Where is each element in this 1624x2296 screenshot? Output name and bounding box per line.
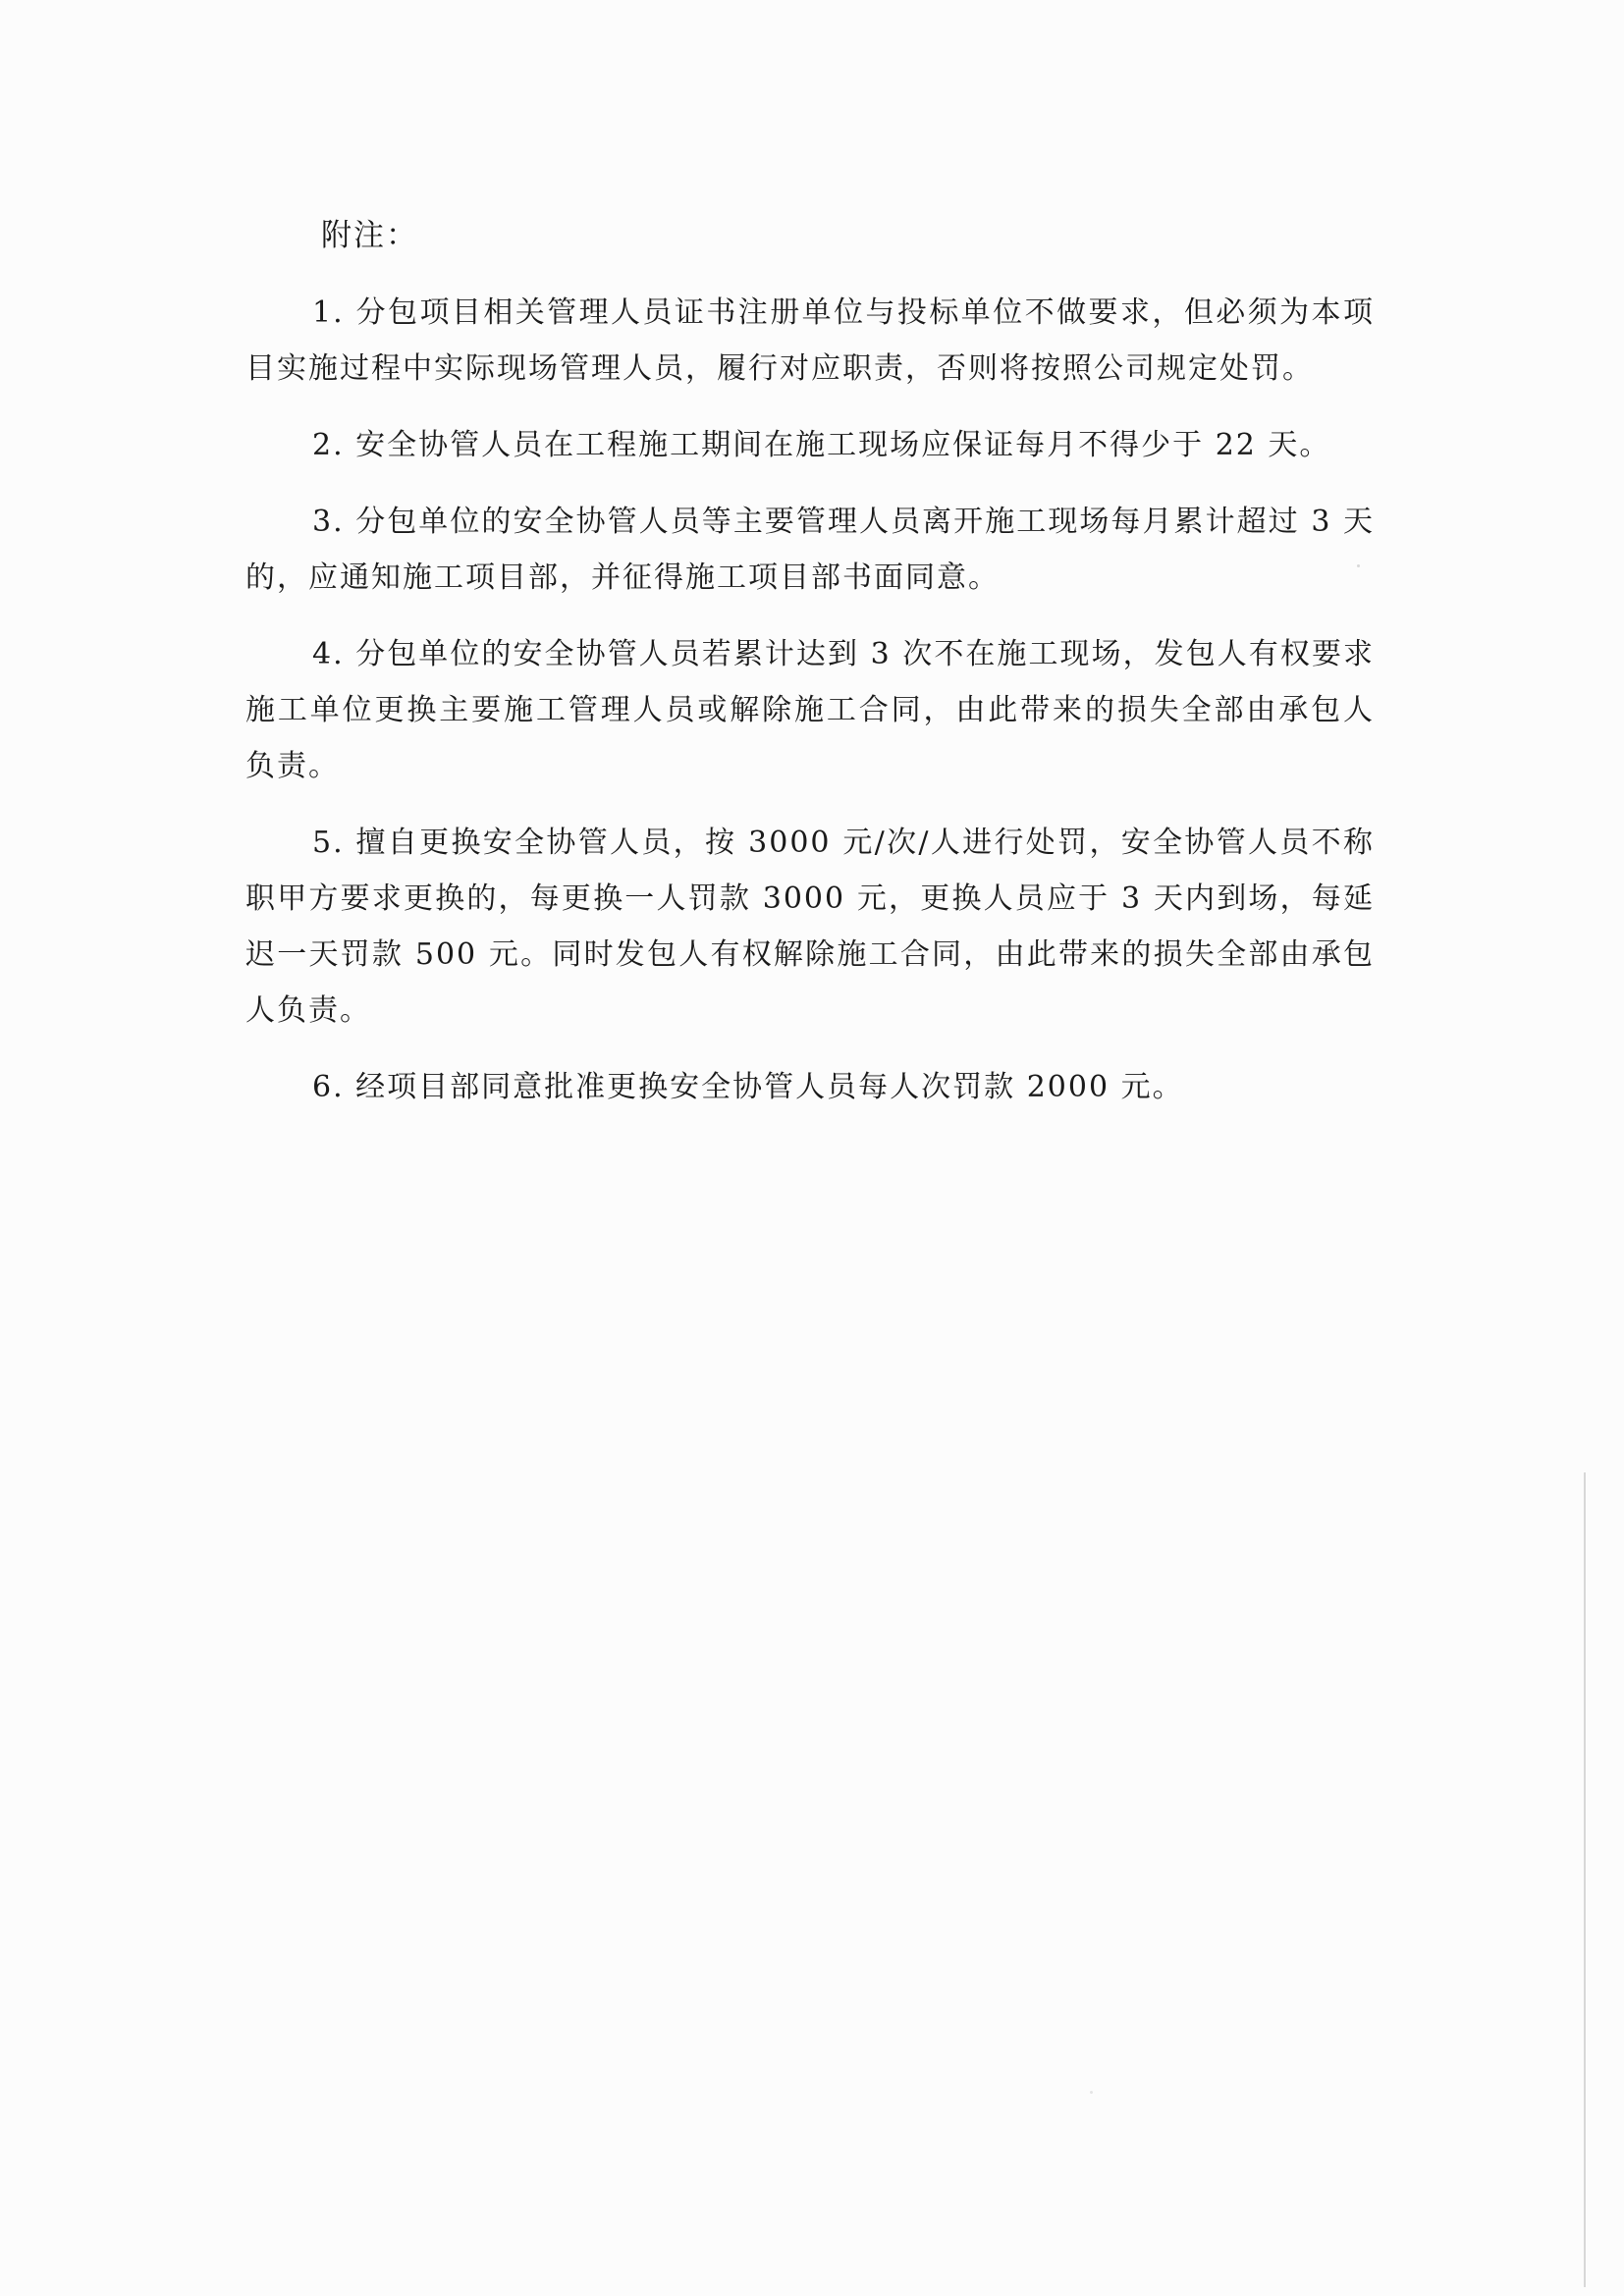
note-item-6: 6. 经项目部同意批准更换安全协管人员每人次罚款 2000 元。 <box>312 1070 1184 1104</box>
scan-edge-line <box>1584 1472 1586 2287</box>
note-item-2: 2. 安全协管人员在工程施工期间在施工现场应保证每月不得少于 22 天。 <box>312 428 1331 462</box>
scan-speck <box>1357 564 1360 567</box>
note-item-1: 1. 分包项目相关管理人员证书注册单位与投标单位不做要求，但必须为本项目实施过程中实际现场管理人员，履行对应职责，否则将按照公司规定处罚。 <box>245 295 1375 386</box>
note-item-5: 5. 擅自更换安全协管人员，按 3000 元/次/人进行处罚，安全协管人员不称职甲方要求更换的，每更换一人罚款 3000 元，更换人员应于 3 天内到场，每延迟一天罚款 500 元。同时发包人有权解除施工合同，由此带来的损失全部由承包人负责。 <box>245 826 1375 1028</box>
notes-section <box>245 208 1375 1136</box>
notes-heading: 附注： <box>321 218 418 253</box>
note-item-3: 3. 分包单位的安全协管人员等主要管理人员离开施工现场每月累计超过 3 天的，应通知施工项目部，并征得施工项目部书面同意。 <box>245 505 1375 595</box>
scan-speck <box>1090 2091 1093 2094</box>
note-item-4: 4. 分包单位的安全协管人员若累计达到 3 次不在施工现场，发包人有权要求施工单位更换主要施工管理人员或解除施工合同，由此带来的损失全部由承包人负责。 <box>245 637 1375 783</box>
